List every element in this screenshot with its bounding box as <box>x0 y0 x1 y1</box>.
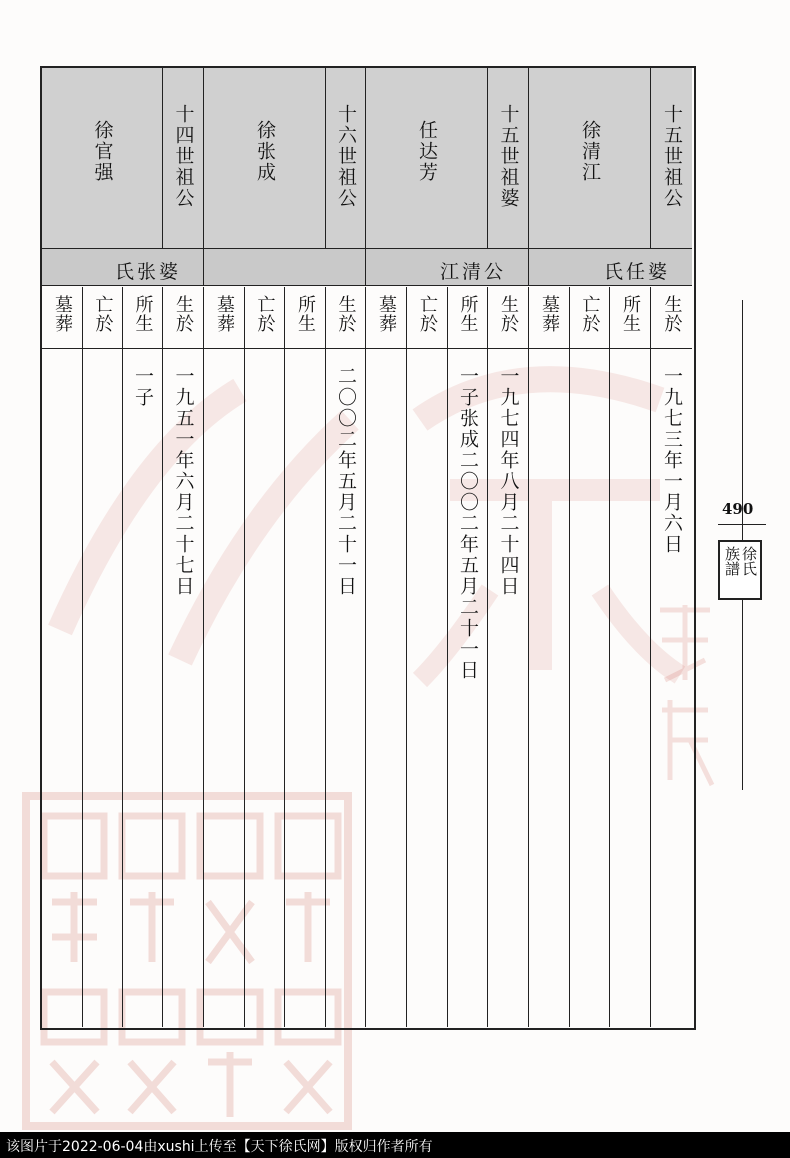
generation-label: 十五世祖婆 <box>497 104 520 209</box>
birth-column <box>651 66 692 1026</box>
spouse-band-text: 江清公 <box>439 261 506 283</box>
label-cell-burial <box>366 287 406 349</box>
copyright-footer <box>0 1132 790 1158</box>
label-cell-burial <box>42 287 82 349</box>
person-name: 任达芳 <box>416 120 438 183</box>
label-text: 生於 <box>173 295 194 333</box>
label-text: 生於 <box>498 295 519 333</box>
label-cell-burial <box>529 287 569 349</box>
label-text: 生於 <box>335 295 357 333</box>
birth-date: 一九七四年八月二十四日 <box>497 366 520 597</box>
offspring-column <box>123 66 162 1026</box>
grid-line <box>244 287 245 1027</box>
grid-line <box>203 287 204 1027</box>
birth-column <box>488 66 528 1026</box>
person-name: 徐清江 <box>579 120 601 183</box>
label-cell-death <box>407 287 447 349</box>
birth-date: 一九七三年一月六日 <box>661 366 683 555</box>
name-cell <box>203 68 325 248</box>
label-text: 亡於 <box>254 295 276 333</box>
label-text: 墓葬 <box>52 295 73 333</box>
birth-column <box>326 66 365 1026</box>
grid-line <box>569 287 570 1027</box>
label-cell-death <box>83 287 122 349</box>
offspring-column <box>448 66 487 1026</box>
label-cell-death <box>245 287 284 349</box>
label-text: 亡於 <box>417 295 438 333</box>
spouse-band-text: 氏张婆 <box>114 261 181 283</box>
label-text: 所生 <box>295 295 316 333</box>
label-text: 墓葬 <box>376 295 397 333</box>
family-stamp <box>718 540 762 600</box>
label-cell-offspring <box>610 287 650 349</box>
label-text: 所生 <box>132 295 154 333</box>
generation-label: 十五世祖公 <box>661 104 683 209</box>
grid-line <box>365 287 366 1027</box>
label-text: 墓葬 <box>539 295 560 333</box>
offspring-text: 一子 <box>132 366 154 408</box>
label-cell-burial <box>204 287 244 349</box>
stamp-text-left: 族譜 <box>723 546 741 576</box>
footer-text: 该图片于2022-06-04由xushi上传至【天下徐氏网】版权归作者所有 <box>6 1139 433 1155</box>
label-text: 所生 <box>620 295 641 333</box>
grid-line <box>406 287 407 1027</box>
label-text: 所生 <box>457 295 479 333</box>
generation-label: 十六世祖公 <box>335 104 357 209</box>
grid-line <box>528 287 529 1027</box>
spouse-band-text: 氏任婆 <box>603 261 670 283</box>
person-name: 徐张成 <box>254 120 276 183</box>
birth-column <box>163 66 203 1026</box>
label-text: 墓葬 <box>214 295 235 333</box>
label-cell-offspring <box>285 287 325 349</box>
label-cell-death <box>570 287 609 349</box>
stamp-text-right: 徐氏 <box>740 546 758 576</box>
birth-date: 二〇〇二年五月二十一日 <box>335 366 357 597</box>
person-name: 徐官强 <box>91 120 114 183</box>
grid-line <box>609 287 610 1027</box>
label-text: 亡於 <box>579 295 601 333</box>
name-cell <box>528 68 650 248</box>
label-text: 生於 <box>661 295 683 333</box>
grid-line <box>82 287 83 1027</box>
grid-line <box>284 287 285 1027</box>
page-number-rule <box>718 524 766 525</box>
offspring-text: 一子张成二〇〇二年五月二十一日 <box>457 366 479 681</box>
label-text: 亡於 <box>92 295 114 333</box>
birth-date: 一九五一年六月二十七日 <box>172 366 195 597</box>
page-number: 490 <box>722 500 754 518</box>
genealogy-table <box>40 66 694 1028</box>
generation-label: 十四世祖公 <box>172 104 195 209</box>
